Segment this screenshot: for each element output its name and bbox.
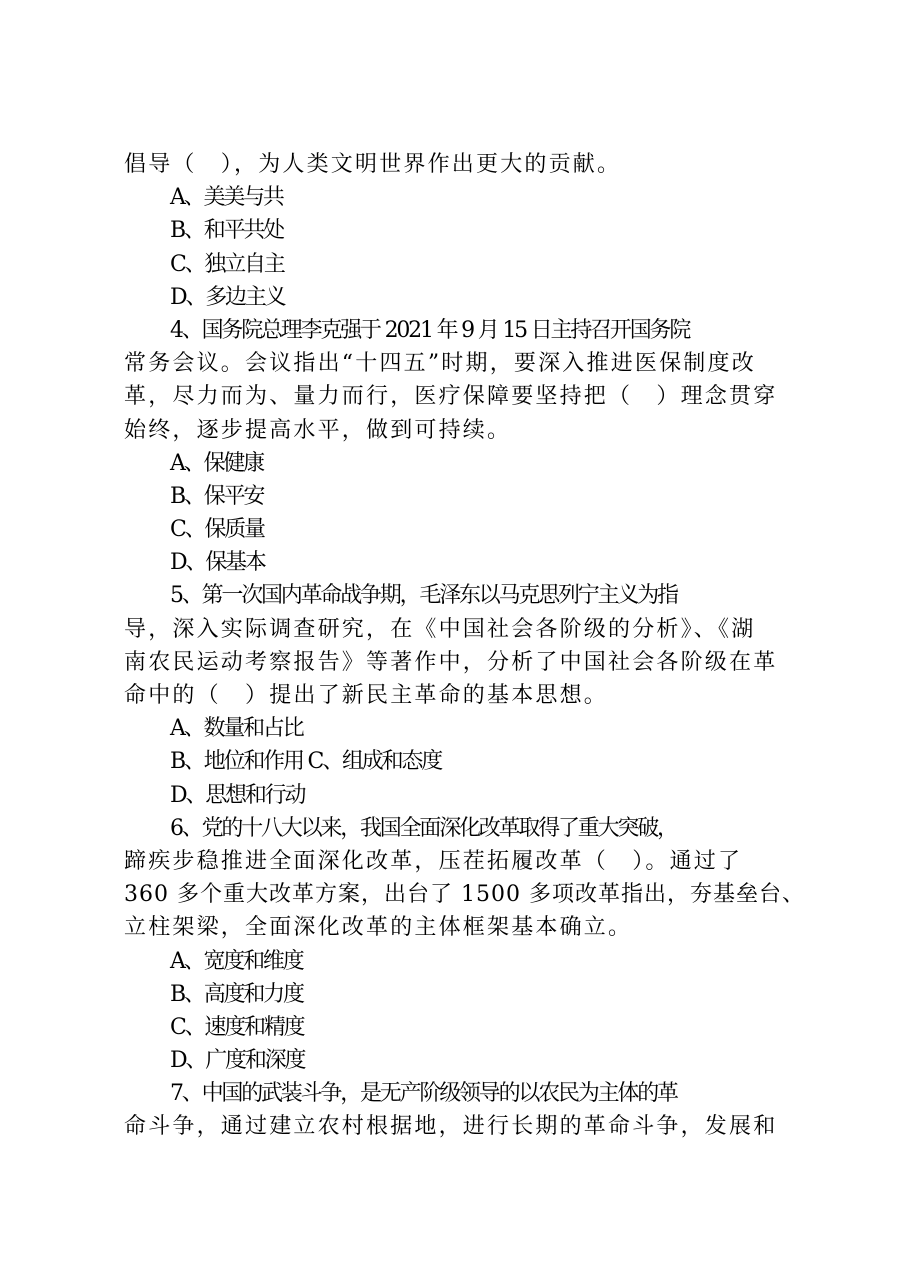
text-line: 7、中国的武装斗争，是无产阶级领导的以农民为主体的革 — [170, 1081, 677, 1107]
text-line: 常务会议。会议指出“十四五”时期，要深入推进医保制度改 — [124, 351, 756, 377]
text-line: 立柱架梁，全面深化改革的主体框架基本确立。 — [124, 915, 633, 941]
text-line: B、和平共处 — [170, 218, 283, 244]
text-line: D、保基本 — [170, 550, 265, 576]
text-line: C、速度和精度 — [170, 1014, 304, 1040]
document-body — [124, 148, 804, 1144]
text-line: C、保质量 — [170, 517, 264, 543]
text-line: D、多边主义 — [170, 284, 285, 310]
text-line: 6、党的十八大以来，我国全面深化改革取得了重大突破， — [170, 815, 677, 841]
text-line: 倡导（ ），为人类文明世界作出更大的贡献。 — [124, 152, 622, 177]
text-line: 始终，逐步提高水平，做到可持续。 — [124, 417, 512, 443]
text-line: A、数量和占比 — [170, 716, 303, 742]
text-line: D、思想和行动 — [170, 782, 305, 808]
text-line: 导，深入实际调查研究，在《中国社会各阶级的分析》、《湖 — [124, 616, 756, 642]
text-line: A、宽度和维度 — [170, 948, 303, 974]
text-line: B、保平安 — [170, 483, 264, 509]
text-line: B、高度和力度 — [170, 981, 303, 1007]
text-line: 4、国务院总理李克强于 2021 年 9 月 15 日主持召开国务院 — [170, 317, 690, 343]
text-line: 命中的（ ）提出了新民主革命的基本思想。 — [124, 683, 609, 708]
text-line: 南农民运动考察报告》等著作中，分析了中国社会各阶级在革 — [124, 649, 778, 675]
text-line: C、独立自主 — [170, 251, 284, 277]
text-line: 蹄疾步稳推进全面深化改革，压茬拓履改革（ ）。通过了 — [124, 848, 743, 874]
text-line: 革，尽力而为、量力而行，医疗保障要坚持把（ ）理念贯穿 — [124, 384, 778, 410]
text-line: A、美美与共 — [170, 185, 283, 211]
text-line: 5、第一次国内革命战争期，毛泽东以马克思列宁主义为指 — [170, 583, 677, 609]
text-line: A、保健康 — [170, 450, 263, 476]
text-line: B、地位和作用 C、组成和态度 — [170, 749, 441, 775]
text-line: D、广度和深度 — [170, 1048, 305, 1074]
text-line: 360 多个重大改革方案，出台了 1500 多项改革指出，夯基垒台、 — [124, 882, 805, 908]
text-line: 命斗争，通过建立农村根据地，进行长期的革命斗争，发展和 — [124, 1114, 778, 1140]
